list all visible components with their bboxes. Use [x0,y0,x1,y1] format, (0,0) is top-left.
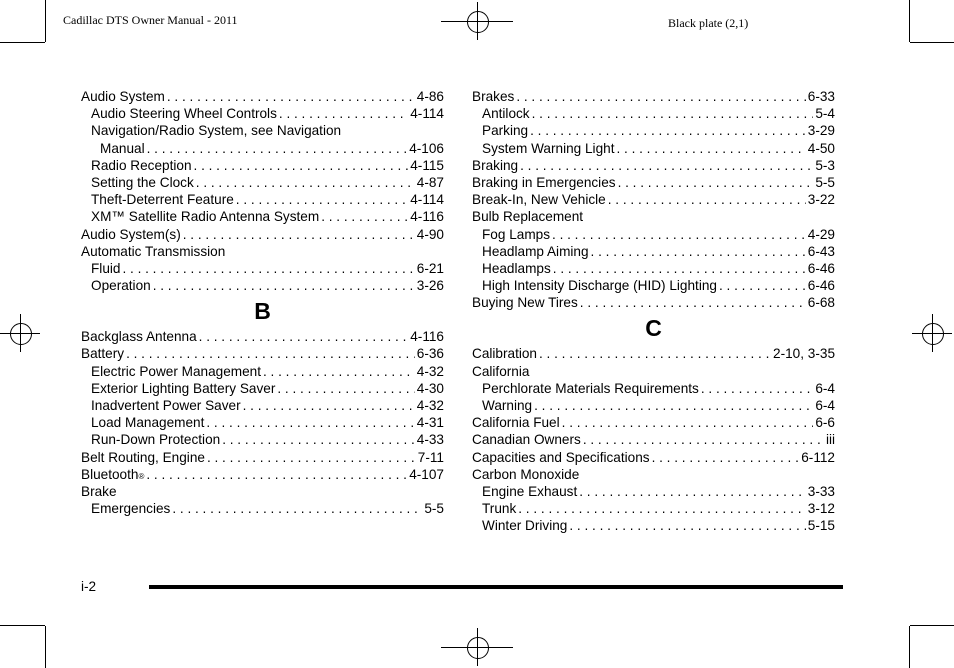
index-entry-title: Exterior Lighting Battery Saver [91,380,276,396]
index-entry [472,88,835,105]
index-entry-title: Setting the Clock [91,174,194,190]
index-entry [472,363,835,380]
dot-leader [516,88,805,105]
dot-leader [539,345,771,362]
index-entry [81,122,444,139]
index-entry-title: Braking [472,157,519,173]
index-entry-page: 3-33 [807,483,835,499]
index-group-b [81,328,444,517]
index-entry-page: 6-46 [807,260,835,276]
index-entry-page: 6-36 [416,346,444,362]
dot-leader [719,277,806,294]
index-entry [81,397,444,414]
index-entry-page: 3-12 [807,501,835,517]
index-entry [81,449,444,466]
index-entry-page: 2-10, 3-35 [773,346,835,362]
dot-leader [222,431,415,448]
dot-leader [701,380,814,397]
dot-leader [206,414,414,431]
dot-leader [534,397,813,414]
index-entry [472,397,835,414]
index-entry-title: Warning [482,398,533,413]
page-number: i-2 [81,579,97,594]
dot-leader [583,431,824,448]
index-entry [81,105,444,122]
index-entry [81,260,444,277]
dot-leader [532,105,814,122]
index-group-c [472,345,835,534]
index-entry [81,277,444,294]
index-entry [81,140,444,157]
index-entry [81,226,444,243]
index-entry-title: Capacities and Specifications [472,449,650,465]
index-entry-title: Belt Routing, Engine [81,449,205,465]
index-entry [472,414,835,431]
index-entry [81,431,444,448]
footer-rule [149,585,843,589]
index-entry-page: 5-15 [807,518,835,534]
index-entry [472,260,835,277]
index-entry-page: 6-21 [416,260,444,276]
index-entry [472,140,835,157]
index-group-b-continued [472,88,835,311]
index-entry-page: 4-30 [416,380,444,396]
index-entry-page: 4-32 [416,398,444,413]
index-entry-title: Fog Lamps [482,226,551,242]
index-entry: Bluetooth ® . . . 4-107 [81,466,444,483]
index-entry-title: California Fuel [472,415,560,431]
index-entry-title: Run-Down Protection [91,432,221,448]
index-entry-title: Braking in Emergencies [472,174,616,190]
index-entry [81,157,444,174]
index-entry-title: Engine Exhaust [482,483,578,499]
index-entry-title: Canadian Owners [472,432,581,448]
index-entry-title: Break-In, New Vehicle [472,192,606,208]
index-entry-title: Headlamps [482,260,551,276]
dot-leader [243,397,415,414]
index-entry [472,105,835,122]
dot-leader [580,294,806,311]
index-entry [81,345,444,362]
index-entry-title: Battery [81,346,125,362]
index-entry-title: Carbon Monoxide [472,466,580,482]
dot-leader [126,345,415,362]
index-entry-page: 4-50 [807,140,835,156]
dot-leader [562,414,814,431]
index-entry [81,208,444,225]
dot-leader [552,226,806,243]
index-entry-page: 5-5 [424,501,444,517]
index-entry-title: Trunk [482,501,517,517]
index-column-left [81,88,444,517]
index-entry-page: 3-29 [807,123,835,139]
index-entry-title: Calibration [472,346,537,362]
index-entry [472,517,835,534]
index-entry-page: 3-26 [416,278,444,294]
index-column-right [472,88,835,535]
index-entry [472,157,835,174]
index-entry-title: Load Management [91,415,205,431]
index-entry [472,208,835,225]
index-entry [472,174,835,191]
index-entry [472,294,835,311]
dot-leader [194,157,409,174]
index-entry-title: Headlamp Aiming [482,243,589,259]
index-entry [81,328,444,345]
index-entry-page: 4-33 [416,432,444,448]
dot-leader [167,88,415,105]
dot-leader [652,449,800,466]
index-entry [81,191,444,208]
index-entry-title: Audio System(s) [81,226,181,242]
index-entry-title: Antilock [482,106,530,122]
index-entry-page: 6-112 [801,449,835,465]
index-entry-page: iii [825,432,835,448]
index-entry [472,380,835,397]
index-entry-page: 6-4 [815,380,835,396]
dot-leader [146,466,407,483]
dot-leader [608,191,806,208]
dot-leader [618,174,814,191]
index-entry-title: Buying New Tires [472,295,578,311]
index-entry [81,174,444,191]
index-entry-title: Brake [81,483,117,499]
index-entry [81,500,444,517]
dot-leader [569,517,805,534]
dot-leader [196,174,415,191]
index-entry-page: 6-4 [815,398,835,413]
dot-leader [321,208,408,225]
index-entry [81,243,444,260]
index-entry-page: 4-90 [416,226,444,242]
index-entry-page: 4-115 [410,157,444,173]
index-entry [81,414,444,431]
dot-leader [183,226,415,243]
index-entry-title: System Warning Light [482,140,615,156]
dot-leader [236,191,408,208]
index-entry-title: Automatic Transmission [81,243,226,259]
dot-leader [122,260,414,277]
index-entry-title: Manual [100,140,145,156]
dot-leader [263,363,415,380]
dot-leader [518,500,806,517]
index-entry [472,345,835,362]
dot-leader [147,140,408,157]
dot-leader [520,157,813,174]
index-entry-title: High Intensity Discharge (HID) Lighting [482,278,717,294]
index-entry-title: Brakes [472,89,515,104]
index-entry-title: Winter Driving [482,518,568,534]
index-entry-title: Audio System [81,89,165,104]
index-entry [81,363,444,380]
section-letter-b: B [254,298,271,325]
running-header: Cadillac DTS Owner Manual - 2011 [63,13,238,27]
dot-leader [553,260,806,277]
index-entry-page: 4-32 [416,363,444,379]
index-group-a [81,88,444,294]
index-entry-page: 6-43 [807,243,835,259]
dot-leader [279,105,408,122]
index-entry-page: 4-114 [410,192,444,208]
dot-leader [579,483,806,500]
index-entry [81,380,444,397]
index-entry-title: Parking [482,123,529,139]
index-entry-page: 6-6 [815,415,835,431]
index-entry-title: Bulb Replacement [472,209,584,225]
index-entry-page: 3-22 [807,192,835,208]
index-entry-page: 4-116 [410,329,444,345]
dot-leader [153,277,415,294]
index-entry-title: California [472,363,530,379]
index-entry-title: Fluid [91,260,121,276]
index-entry-page: 4-87 [416,174,444,190]
index-entry [81,483,444,500]
index-entry [472,122,835,139]
index-entry-page: 5-4 [815,106,835,122]
index-entry-title: Electric Power Management [91,363,261,379]
index-entry [81,88,444,105]
dot-leader [616,140,805,157]
index-entry [472,277,835,294]
index-entry-page: 4-106 [409,140,444,156]
index-entry-page: 4-31 [416,415,444,431]
index-entry-title: Inadvertent Power Saver [91,398,241,413]
index-entry-title: Emergencies [91,501,171,517]
index-entry-title: Audio Steering Wheel Controls [91,106,277,122]
index-entry-page: 4-29 [807,226,835,242]
index-entry-title: Perchlorate Materials Requirements [482,380,699,396]
index-entry-title: Operation [91,278,151,294]
index-entry-page: 4-114 [410,106,444,122]
index-entry-page: 4-116 [410,209,444,225]
plate-label: Black plate (2,1) [668,16,749,30]
index-entry-title: Navigation/Radio System, see Navigation [91,123,342,139]
index-entry [472,431,835,448]
index-entry-page: 6-33 [807,89,835,104]
index-entry-page: 6-68 [807,295,835,311]
dot-leader [591,243,806,260]
index-entry-title: Radio Reception [91,157,192,173]
index-entry [472,191,835,208]
index-entry [472,466,835,483]
index-entry [472,449,835,466]
index-entry-title: Backglass Antenna [81,329,197,345]
dot-leader [277,380,414,397]
index-entry [472,483,835,500]
index-entry [472,243,835,260]
dot-leader [172,500,422,517]
index-entry-title: Bluetooth [81,466,139,482]
index-entry-page: 5-5 [815,174,835,190]
index-entry [472,500,835,517]
index-entry-page: 4-107 [409,466,444,482]
index-entry-page: 4-86 [416,89,444,104]
index-entry-title: Theft-Deterrent Feature [91,192,234,208]
dot-leader [199,328,409,345]
index-entry-page: 7-11 [417,449,444,465]
dot-leader [207,449,416,466]
index-entry-title: XM™ Satellite Radio Antenna System [91,209,320,225]
index-entry [472,226,835,243]
section-letter-c: C [645,315,662,342]
index-entry-page: 6-46 [807,278,835,294]
dot-leader [530,122,806,139]
index-entry-page: 5-3 [815,157,835,173]
